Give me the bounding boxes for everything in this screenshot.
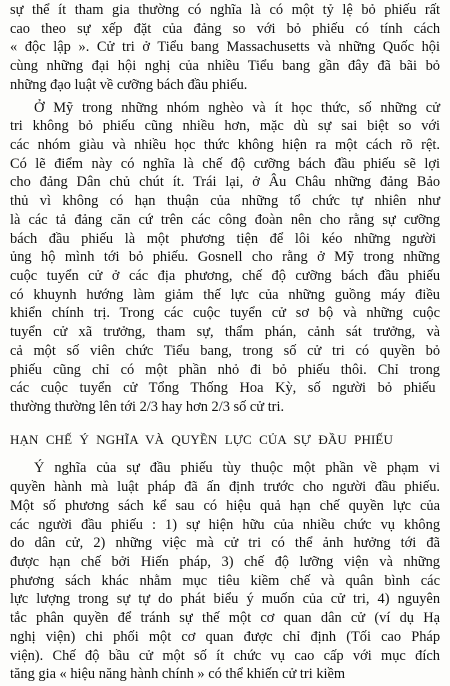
- text-line: cùng những đại hội nghị của nhiều Tiểu bang gần đây đã bãi bỏ: [10, 58, 440, 75]
- text-line: cho đảng Dân chủ chút ít. Trái lại, ở Âu Châu những đảng Bảo: [10, 174, 441, 191]
- text-line: lực lượng trong sự tự do phát biểu ý muốn của cử tri, 4) nguyên: [10, 591, 441, 608]
- text-line: viện). Chế độ bầu cử một số ít chức vụ cao cấp với mục đích: [10, 647, 440, 664]
- text-line: cao theo sự xếp đặt của đảng so với bỏ phiếu có tính cách: [10, 20, 441, 37]
- text-line: khiển chính trị. Trong các cuộc tuyển cử sơ bộ và những cuộc: [10, 305, 440, 322]
- text-line: nghị viện) chi phối một cơ quan được chỉ định (Tối cao Pháp: [10, 628, 441, 645]
- text-line: tăng gia « hiệu năng hành chính » có thể khiến cử tri kiềm: [10, 666, 346, 683]
- text-line: Có lẽ điểm này có nghĩa là chế độ cưỡng bách đầu phiếu sẽ lợi: [10, 155, 440, 172]
- text-line: Ý nghĩa của sự đầu phiếu tùy thuộc một phần về phạm vi: [34, 460, 441, 477]
- text-line: do dân cử, 2) những việc mà cử tri có thể ảnh hưởng tới đã: [10, 535, 440, 552]
- text-line: tắc phân quyền để tránh sự thế một cơ quan dân cử (ví dụ Hạ: [10, 610, 440, 627]
- text-line: « độc lập ». Cử tri ở Tiểu bang Massachusetts và những Quốc hội: [10, 39, 440, 56]
- text-line: bách đầu phiếu là một phương tiện để lôi kéo những người: [10, 230, 436, 247]
- text-line: những đạo luật về cưỡng bách đầu phiếu.: [10, 76, 248, 93]
- text-line: các cuộc tuyển cử Tổng Thống Hoa Kỳ, số người bỏ phiếu: [10, 380, 436, 397]
- text-line: phương sách khác nhằm mục tiêu kiềm chế và quân bình các: [10, 572, 440, 589]
- text-line: Ở Mỹ trong những nhóm nghèo và ít học thức, số những cử: [34, 99, 440, 116]
- text-line: được hạn chế bởi Hiến pháp, 3) chế độ lưỡng viện và những: [10, 554, 440, 570]
- text-line: tuyển cử xã trưởng, tham sự, thẩm phán, cảnh sát trưởng, và: [10, 324, 441, 341]
- section-heading: HẠN CHẾ Ý NGHĨA VÀ QUYỀN LỰC CỦA SỰ ĐẦU PHIẾU: [10, 431, 393, 447]
- text-line: ủng hộ mình tới bỏ phiếu. Gosnell cho rằng ở Mỹ trong những: [10, 249, 440, 266]
- text-line: các nhóm giàu và nhiều học thức không hiện ra một cách rõ rệt.: [10, 137, 440, 153]
- text-line: là các tả đảng căn cứ trên các công đoàn nên cho rằng sự cưỡng: [10, 211, 441, 228]
- text-line: sự thể ít tham gia thường có nghĩa là có một tỷ lệ bỏ phiếu rất: [10, 2, 441, 18]
- text-line: cuộc tuyển cử ở các địa phương, chế độ cưỡng bách đầu phiếu: [10, 268, 441, 284]
- text-line: cả một số viên chức Tiểu bang, trong số cử tri có quyền bỏ: [10, 342, 441, 359]
- text-line: Một số phương sách kể sau có hiệu quả hạn chế quyền lực của: [10, 497, 441, 514]
- text-line: phiếu cũng chỉ có một phần nhỏ đi bỏ phiếu thôi. Chỉ trong: [10, 361, 440, 378]
- text-line: các người đầu phiếu : 1) sự hiện hữu của nhiều chức vụ không: [10, 516, 441, 533]
- text-line: thường thường lên tới 2/3 hay hơn 2/3 số cử tri.: [10, 399, 285, 415]
- text-line: tri không bỏ phiếu cũng nhiều hơn, mặc dù sự sai biệt so với: [10, 118, 441, 135]
- text-line: có khuynh hướng làm giảm thế lực của những guồng máy điều: [10, 286, 440, 303]
- text-line: thủ vì không có hạn thuận của những tổ chức tự nhiên như: [10, 193, 441, 210]
- text-line: quyền hành mà luật pháp đã ấn định trước cho người đầu phiếu.: [10, 479, 440, 496]
